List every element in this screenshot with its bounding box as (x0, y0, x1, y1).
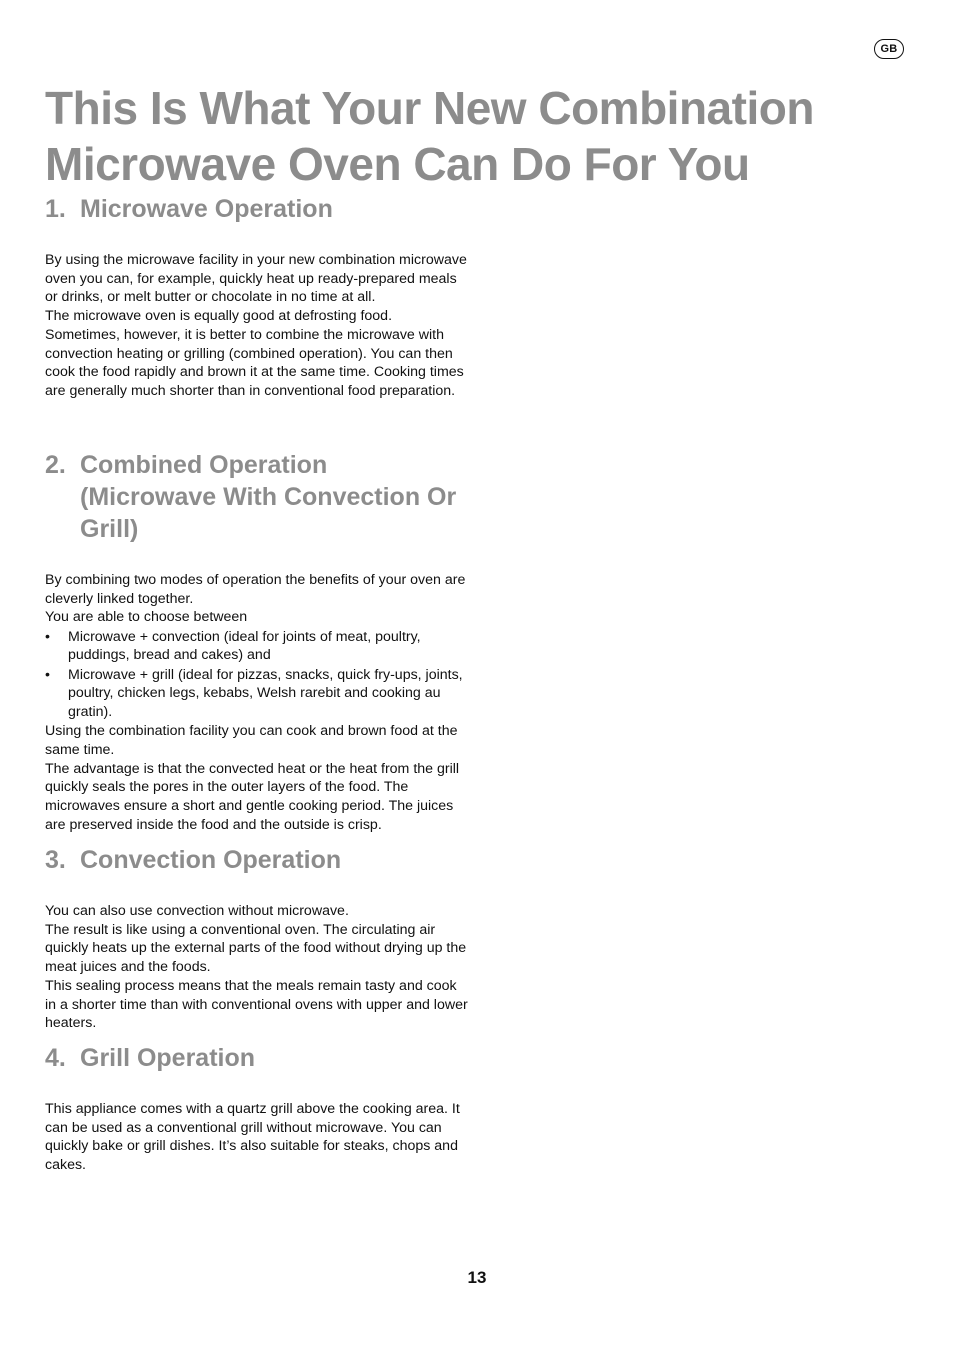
section-title: Microwave Operation (80, 195, 333, 223)
paragraph: By using the microwave facility in your new combination microwave oven you can, for example, quickly heat up ready-prepared meals or drinks, or melt butter or chocolate in no time at all. (45, 252, 467, 306)
section-combined-operation (45, 449, 470, 834)
section-heading (45, 193, 470, 225)
section-title: Combined Operation (Microwave With Convection Or Grill) (80, 451, 457, 543)
paragraph: The advantage is that the convected heat or the heat from the grill quickly seals the pores in the outer layers of the food. The microwaves ensure a short and gentle cooking period. The juices are preserved inside the food and the outside is crisp. (45, 760, 460, 833)
paragraph: By combining two modes of operation the benefits of your oven are cleverly linked together. (45, 572, 466, 607)
region-badge: GB (874, 39, 904, 59)
paragraph: You are able to choose between (45, 609, 248, 626)
section-grill-operation (45, 1042, 470, 1175)
paragraph: You can also use convection without microwave. (45, 903, 349, 919)
list-item: • Microwave + grill (ideal for pizzas, snacks, quick fry-ups, joints, poultry, chicken legs, kebabs, Welsh rarebit and cooking au gratin). (45, 666, 470, 722)
section-number: 1. (45, 195, 66, 223)
section-heading (45, 844, 470, 876)
section-number: 2. (45, 451, 66, 479)
section-number: 3. (45, 846, 66, 874)
paragraph: This appliance comes with a quartz grill above the cooking area. It can be used as a conventional grill without microwave. You can quickly bake or grill dishes. It’s also suitable for steaks, chops and cakes. (45, 1101, 460, 1174)
section-number: 4. (45, 1044, 66, 1072)
paragraph: The result is like using a conventional oven. The circulating air quickly heats up the external parts of the food without drying up the meat juices and the foods. (45, 921, 467, 976)
section-heading (45, 449, 470, 545)
section-title: Grill Operation (80, 1044, 256, 1072)
paragraph: This sealing process means that the meals remain tasty and cook in a shorter time than with conventional ovens with upper and lower heaters. (45, 977, 468, 1032)
section-title: Convection Operation (80, 846, 342, 874)
page-number: 13 (467, 1268, 487, 1287)
paragraph: Using the combination facility you can cook and brown food at the same time. (45, 723, 458, 758)
section-heading (45, 1042, 470, 1074)
section-microwave-operation (45, 193, 470, 401)
paragraph: The microwave oven is equally good at defrosting food. Sometimes, however, it is better to combine the microwave with convection heating or grilling (combined operation). You can then cook the food rapidly and brown it at the same time. Cooking times are generally much shorter than in conventional food preparation. (45, 308, 464, 399)
page-title: This Is What Your New Combination Microwave Oven Can Do For You (45, 82, 814, 190)
list-item: • Microwave + convection (ideal for joints of meat, poultry, puddings, bread and cakes) and (45, 628, 470, 665)
section-convection-operation (45, 844, 470, 1033)
option-list (45, 628, 470, 722)
